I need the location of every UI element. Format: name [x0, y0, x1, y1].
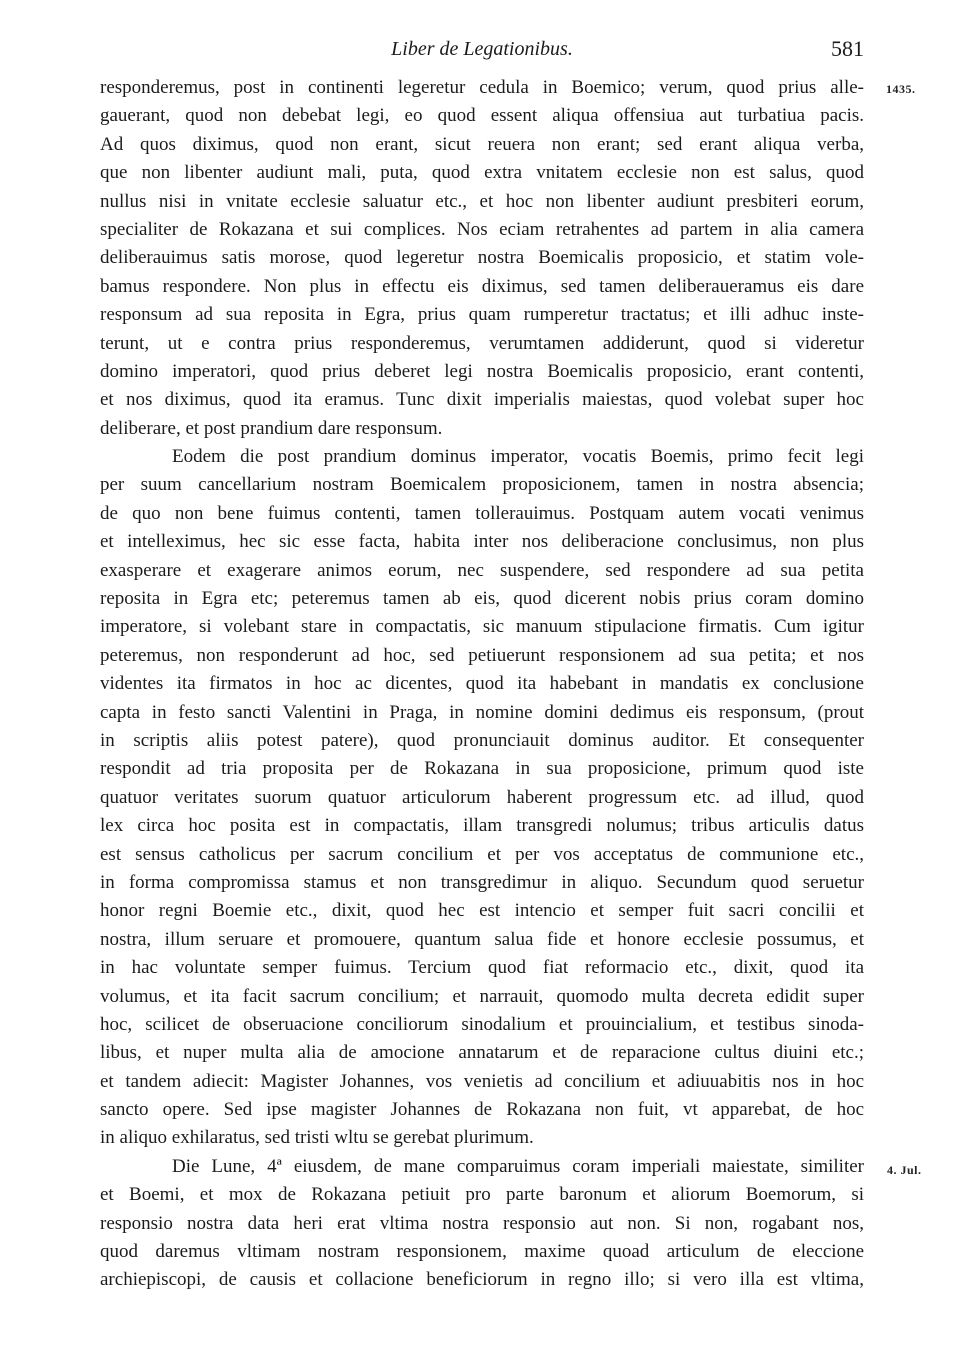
- text-line: terunt, ut e contra prius responderemus, verumtamen addiderunt, quod si videretur: [100, 332, 864, 354]
- text-line: est sensus catholicus per sacrum concilium et per vos acceptatus de communione etc.,: [100, 843, 864, 865]
- page-header: [100, 32, 864, 64]
- text-line: bamus respondere. Non plus in effectu eis diximus, sed tamen deliberaueramus eis dare: [100, 275, 864, 297]
- text-line: volumus, et ita facit sacrum concilium; et narrauit, quomodo multa decreta edidit super: [100, 985, 864, 1007]
- text-line: nostra, illum seruare et promouere, quantum salua fide et honore ecclesie possumus, et: [100, 928, 864, 950]
- text-line: que non libenter audiunt mali, puta, quod extra vnitatem ecclesie non est salus, quod: [100, 162, 864, 184]
- text-line: Die Lune, 4ª eiusdem, de mane comparuimus coram imperiali maiestate, similiter: [172, 1155, 864, 1177]
- text-line: deliberauimus satis morose, quod legeretur nostra Boemicalis proposicio, et statim vole-: [100, 247, 864, 269]
- text-line: quod daremus vltimam nostram responsionem, maxime quoad articulum de eleccione: [100, 1241, 864, 1263]
- margin-note-year: 1435.: [886, 82, 916, 96]
- text-line: et Boemi, et mox de Rokazana petiuit pro parte baronum et aliorum Boemorum, si: [100, 1184, 864, 1206]
- text-line: specialiter de Rokazana et sui complices. Nos eciam retrahentes ad partem in alia camera: [100, 218, 864, 240]
- text-line: exasperare et exagerare animos eorum, nec suspendere, sed respondere ad sua petita: [100, 559, 864, 581]
- running-title: Liber de Legationibus.: [391, 38, 573, 60]
- text-line: respondit ad tria proposita per de Rokazana in sua proposicione, primum quod iste: [100, 758, 864, 780]
- text-line: videntes ita firmatos in hoc ac dicentes, quod ita habebant in mandatis ex conclusione: [100, 673, 864, 695]
- text-line: per suum cancellarium nostram Boemicalem proposicionem, tamen in nostra absencia;: [100, 474, 864, 496]
- margin-note-date: 4. Jul.: [887, 1163, 922, 1177]
- text-line: Ad quos diximus, quod non erant, sicut reuera non erant; sed erant aliqua verba,: [100, 133, 864, 155]
- page-number: 581: [831, 36, 864, 61]
- text-line: nullus nisi in vnitate ecclesie saluatur etc., et hoc non libenter audiunt presbiteri eorum,: [100, 190, 864, 212]
- body-text: [100, 74, 864, 1295]
- text-line: in forma compromissa stamus et non transgredimur in aliquo. Secundum quod seruetur: [100, 871, 864, 893]
- text-line: Eodem die post prandium dominus imperator, vocatis Boemis, primo fecit legi: [172, 446, 864, 468]
- text-line: responsum ad sua reposita in Egra, prius quam rumperetur tractatus; et illi adhuc inste-: [100, 304, 864, 326]
- text-line: honor regni Boemie etc., dixit, quod hec est intencio et semper fuit sacri concilii et: [100, 900, 864, 922]
- text-line: hoc, scilicet de obseruacione conciliorum sinodalium et prouincialium, et testibus sinoda-: [100, 1013, 864, 1035]
- text-line: et intelleximus, hec sic esse facta, habita inter nos deliberacione conclusimus, non plus: [100, 531, 864, 553]
- text-line: responsio nostra data heri erat vltima nostra responsio aut non. Si non, rogabant nos,: [100, 1212, 864, 1234]
- text-line: in scriptis aliis potest patere), quod pronunciauit dominus auditor. Et consequenter: [100, 729, 864, 751]
- text-line: gauerant, quod non debebat legi, eo quod essent aliqua offensiua aut turbatiua pacis.: [100, 105, 864, 127]
- text-line: archiepiscopi, de causis et collacione beneficiorum in regno illo; si vero illa est vltima,: [100, 1269, 864, 1291]
- text-line: et nos diximus, quod ita eramus. Tunc dixit imperialis maiestas, quod volebat super hoc: [100, 389, 864, 411]
- text-line: imperatore, si volebant stare in compactatis, sic manuum stipulacione firmatis. Cum igitur: [100, 616, 864, 638]
- text-line: libus, et nuper multa alia de amocione annatarum et de reparacione cultus diuini etc.;: [100, 1042, 864, 1064]
- text-line: in hac voluntate semper fuimus. Tercium quod fiat reformacio etc., dixit, quod ita: [100, 957, 864, 979]
- text-line: in aliquo exhilaratus, sed tristi wltu se gerebat plurimum.: [100, 1127, 534, 1149]
- text-line: quatuor veritates suorum quatuor articulorum haberent progressum etc. ad illud, quod: [100, 786, 864, 808]
- text-line: reposita in Egra etc; peteremus tamen ab eis, quod dicerent nobis prius coram domino: [100, 588, 864, 610]
- text-line: et tandem adiecit: Magister Johannes, vos venietis ad concilium et adiuuabitis nos in hoc: [100, 1070, 864, 1092]
- text-line: sancto opere. Sed ipse magister Johannes de Rokazana non fuit, vt apparebat, de hoc: [100, 1099, 864, 1121]
- text-line: responderemus, post in continenti legeretur cedula in Boemico; verum, quod prius alle-: [100, 77, 864, 98]
- text-line: de quo non bene fuimus contenti, tamen tollerauimus. Postquam autem vocati venimus: [100, 502, 864, 524]
- text-line: deliberare, et post prandium dare responsum.: [100, 417, 443, 439]
- text-line: peteremus, non responderunt ad hoc, sed petiuerunt responsionem ad sua petita; et nos: [100, 644, 864, 666]
- text-line: capta in festo sancti Valentini in Praga, in nomine domini dedimus eis responsum, (prout: [100, 701, 864, 723]
- text-line: lex circa hoc posita est in compactatis, illam transgredi nolumus; tribus articulis datus: [100, 815, 864, 837]
- text-line: domino imperatori, quod prius deberet legi nostra Boemicalis proposicio, erant contenti,: [100, 360, 864, 382]
